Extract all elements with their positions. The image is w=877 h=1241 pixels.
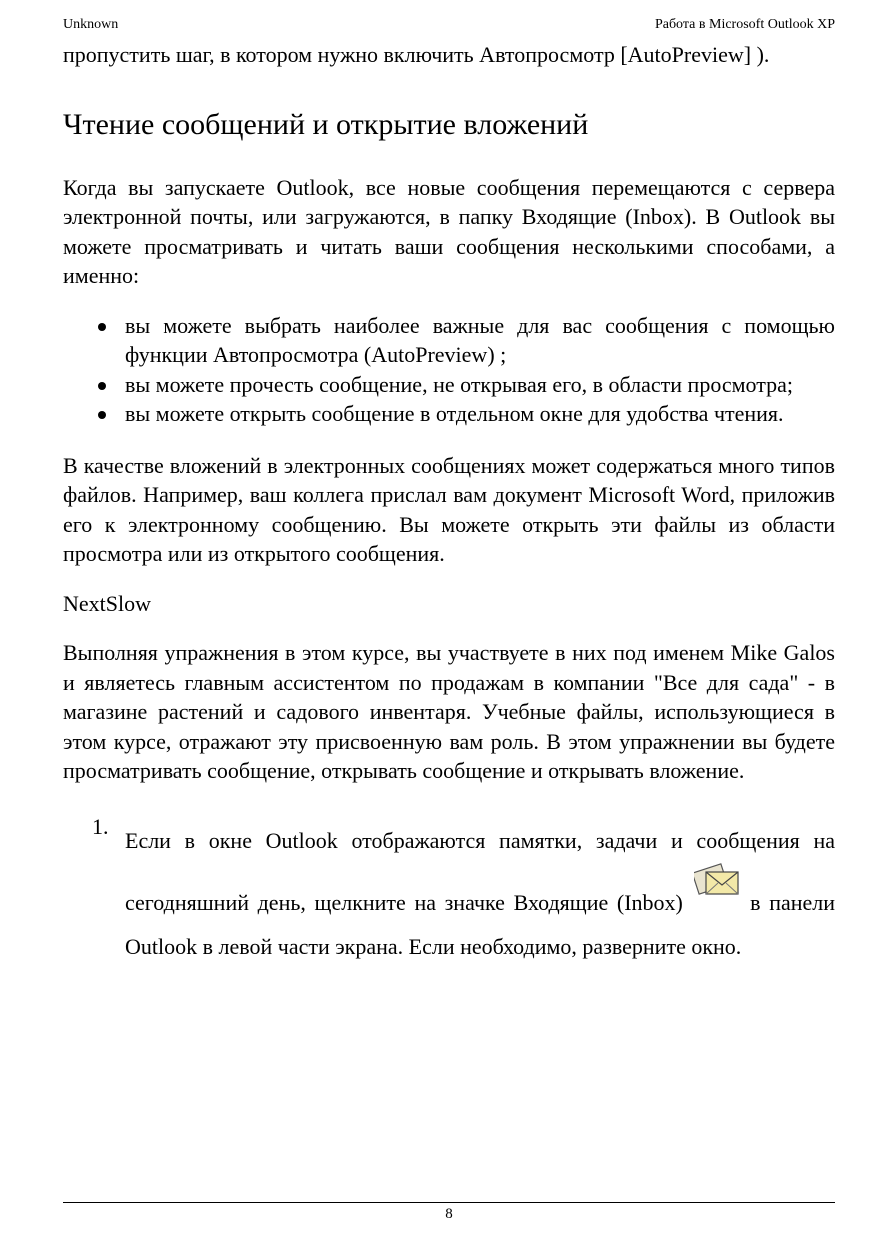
bullet-text: вы можете выбрать наиболее важные для вас сообщения с помощью функции Автопросмотра (AutoPreview) ;	[125, 312, 835, 367]
header-right-text: Работа в Microsoft Outlook XP	[654, 17, 835, 32]
exercise-paragraph: Выполняя упражнения в этом курсе, вы участвуете в них под именем Mike Galos и являетесь главным ассистентом по продажам в компании "Все для сада" - в магазине растений и садового инвентаря. Учебные файлы, использующиеся в этом курсе, отражают эту присвоенную вам роль. В этом упражнении вы будете просматривать сообщение, открывать сообщение и открывать вложение.	[63, 640, 835, 783]
page-content	[63, 40, 835, 961]
bullet-dot-icon	[98, 382, 106, 390]
page-number: 8	[445, 1206, 453, 1222]
bullet-text: вы можете прочесть сообщение, не открывая его, в области просмотра;	[125, 371, 794, 397]
nextslow-label: NextSlow	[63, 590, 151, 616]
bullet-item	[125, 311, 835, 370]
page-header	[63, 17, 835, 35]
bullet-item	[125, 370, 835, 400]
bullet-dot-icon	[98, 411, 106, 419]
header-left-text: Unknown	[63, 17, 119, 32]
intro-paragraph: Когда вы запускаете Outlook, все новые сообщения перемещаются с сервера электронной почты, или загружаются, в папку Входящие (Inbox). В Outlook вы можете просматривать и читать ваши сообщения несколькими способами, а именно:	[63, 174, 835, 288]
section-title: Чтение сообщений и открытие вложений	[63, 107, 589, 141]
document-page	[63, 0, 835, 1241]
steps-list	[63, 812, 835, 962]
attachments-paragraph: В качестве вложений в электронных сообщениях может содержаться много типов файлов. Например, ваш коллега прислал вам документ Microsoft Word, приложив его к электронному сообщению. Вы можете открыть эти файлы из области просмотра или из открытого сообщения.	[63, 452, 835, 566]
bullet-item	[125, 399, 835, 429]
step-text-before: Если в окне Outlook отображаются памятки, задачи и сообщения на сегодняшний день, щелкните на значке Входящие (Inbox)	[125, 827, 835, 915]
step-item	[92, 812, 836, 962]
continuation-paragraph: пропустить шаг, в котором нужно включить Автопросмотр [AutoPreview] ).	[63, 42, 770, 67]
bullet-list	[63, 311, 835, 429]
step-text-after: в панели Outlook в левой части экрана. Если необходимо, разверните окно.	[125, 889, 836, 959]
step-number: 1.	[92, 813, 109, 839]
bullet-text: вы можете открыть сообщение в отдельном окне для удобства чтения.	[125, 401, 784, 426]
bullet-dot-icon	[98, 323, 106, 331]
inbox-icon	[694, 858, 740, 904]
footer-divider	[63, 1202, 835, 1203]
